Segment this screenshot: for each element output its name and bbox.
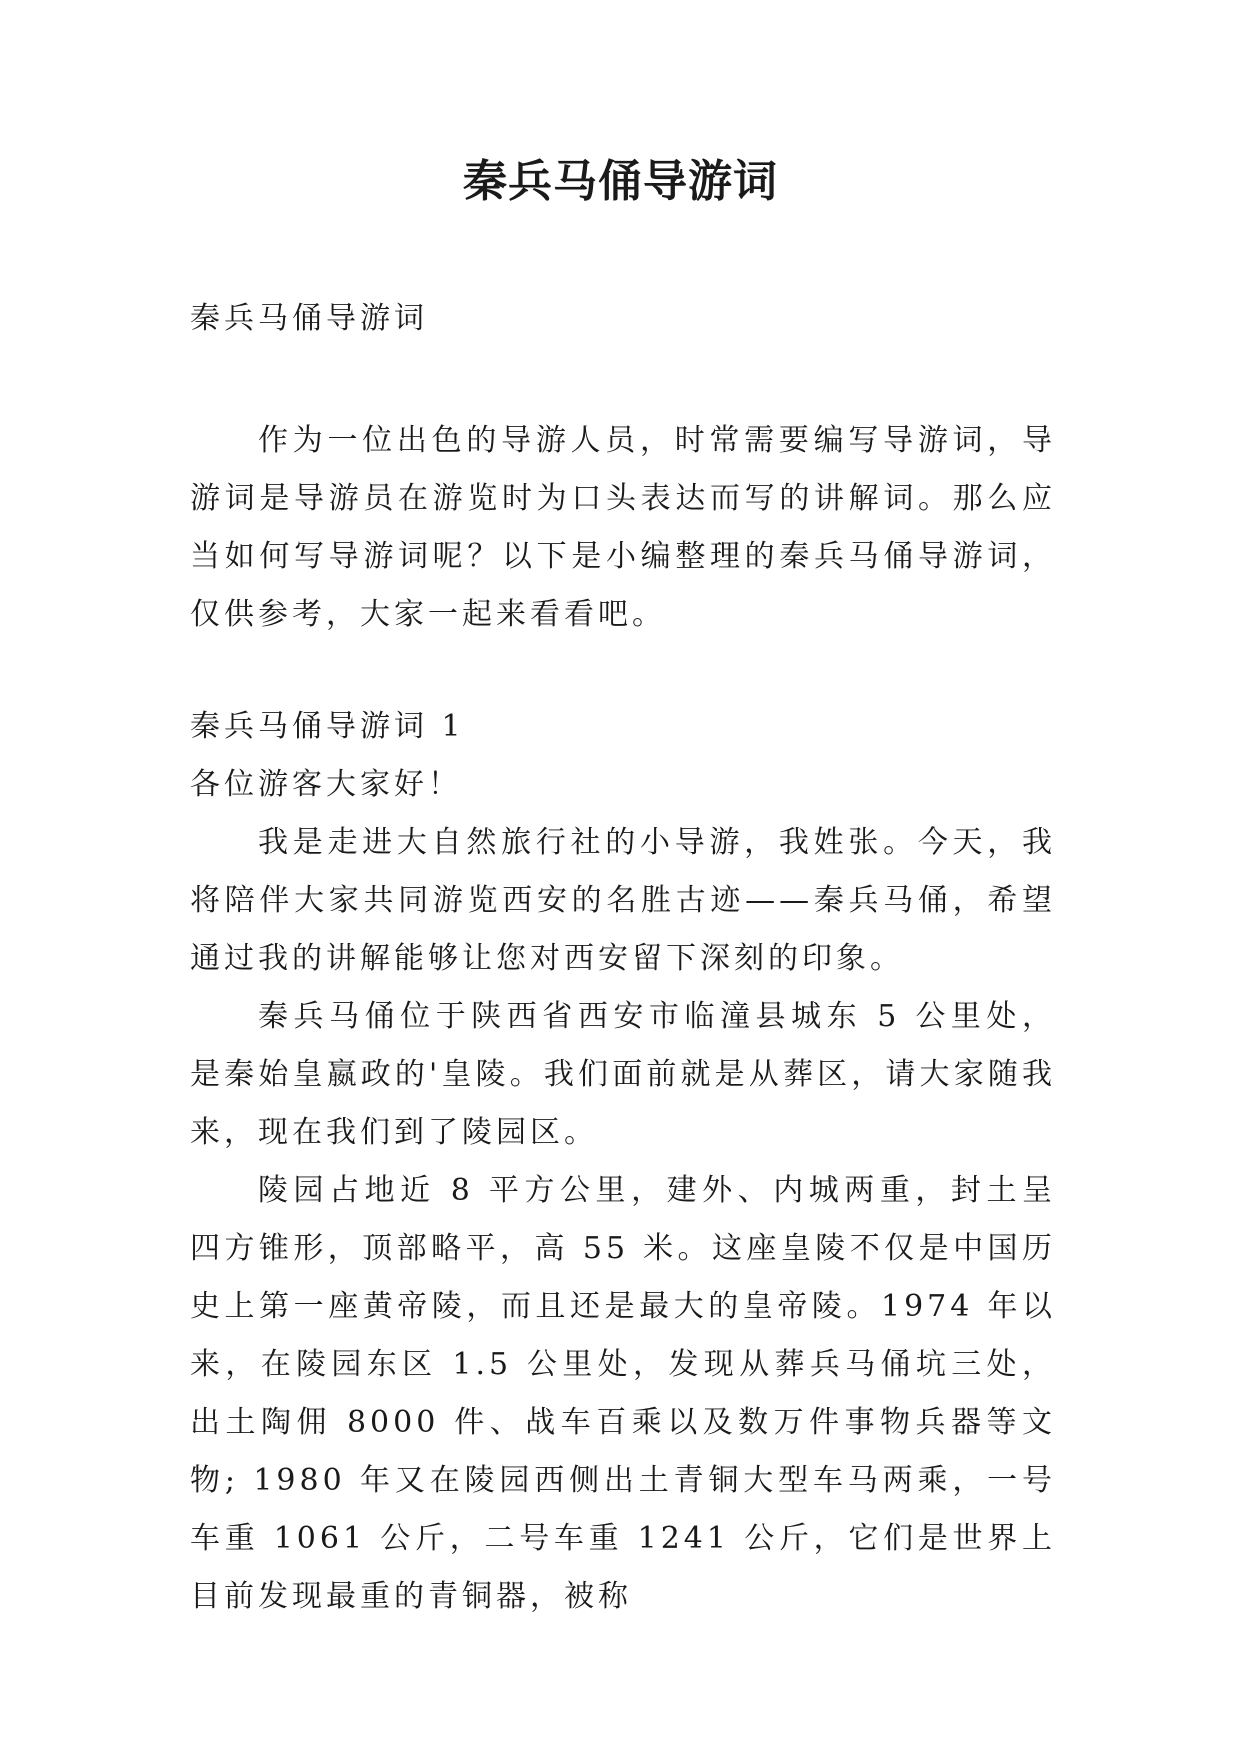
intro-paragraph: 作为一位出色的导游人员，时常需要编写导游词，导游词是导游员在游览时为口头表达而写的讲解词。那么应当如何写导游词呢？以下是小编整理的秦兵马俑导游词，仅供参考，大家一起来看看吧。 bbox=[190, 423, 1056, 632]
document-title: 秦兵马俑导游词 bbox=[463, 156, 778, 207]
paragraph: 秦兵马俑位于陕西省西安市临潼县城东 5 公里处，是秦始皇嬴政的'皇陵。我们面前就是从葬区，请大家随我来，现在我们到了陵园区。 bbox=[190, 999, 1056, 1150]
section-heading: 秦兵马俑导游词 1 bbox=[190, 709, 465, 744]
paragraph: 我是走进大自然旅行社的小导游，我姓张。今天，我将陪伴大家共同游览西安的名胜古迹——秦兵马俑，希望通过我的讲解能够让您对西安留下深刻的印象。 bbox=[190, 825, 1056, 976]
paragraph: 陵园占地近 8 平方公里，建外、内城两重，封土呈四方锥形，顶部略平，高 55 米。这座皇陵不仅是中国历史上第一座黄帝陵，而且还是最大的皇帝陵。1974 年以来，在陵园东区 1.5 公里处，发现从葬兵马俑坑三处，出土陶佣 8000 件、战车百乘以及数万件事物兵器等文物; 1980 年又在陵园西侧出土青铜大型车马两乘，一号车重 1061 公斤，二号车重 1241 公斤，它们是世界上目前发现最重的青铜器，被称 bbox=[190, 1173, 1056, 1614]
spacer bbox=[190, 644, 1056, 698]
document-body bbox=[190, 290, 1056, 1626]
greeting: 各位游客大家好！ bbox=[190, 767, 462, 802]
spacer bbox=[190, 348, 1056, 412]
subtitle: 秦兵马俑导游词 bbox=[190, 301, 428, 336]
